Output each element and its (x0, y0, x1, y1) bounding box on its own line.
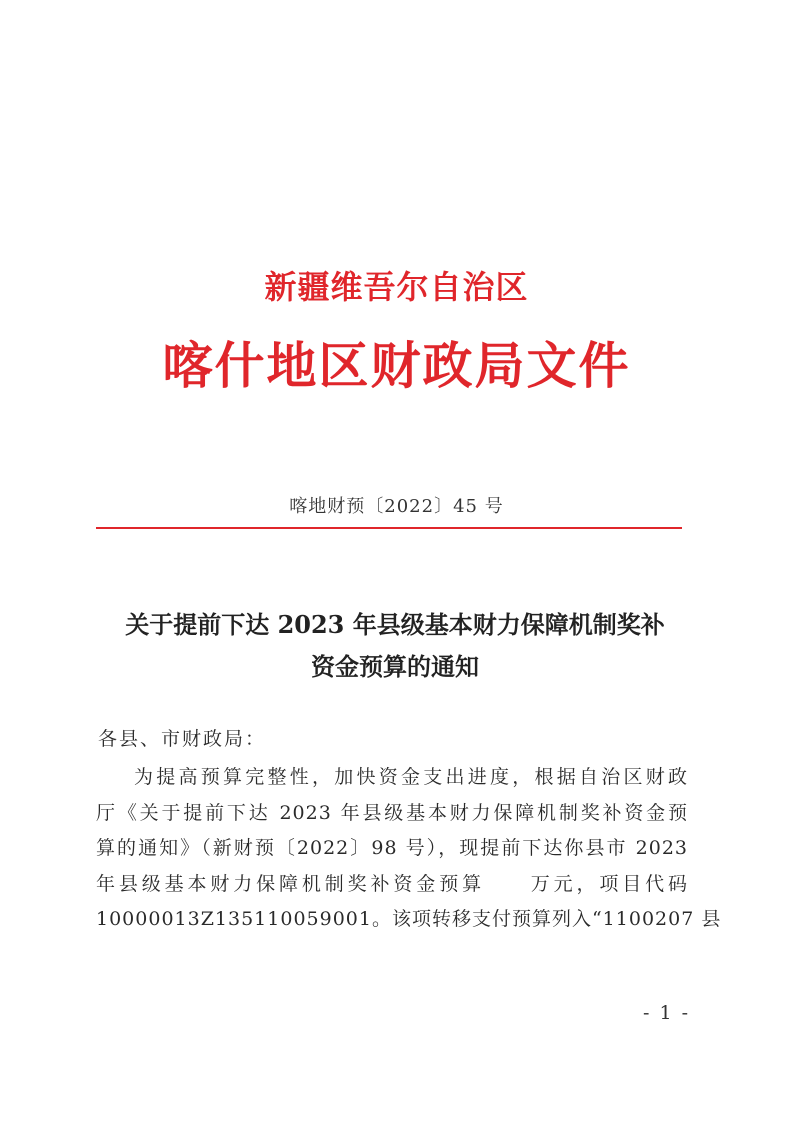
body-line: 为提高预算完整性，加快资金支出进度，根据自治区财政 (134, 766, 688, 788)
body-paragraph (96, 760, 722, 938)
document-number: 喀地财预〔2022〕45 号 (289, 496, 504, 517)
page-number: - 1 - (642, 1002, 690, 1024)
body-line: 厅《关于提前下达 2023 年县级基本财力保障机制奖补资金预 (96, 801, 688, 824)
red-separator-line (96, 527, 682, 529)
notice-title-line-2: 资金预算的通知 (311, 652, 479, 681)
notice-title-line-1: 关于提前下达 2023 年县级基本财力保障机制奖补 (125, 610, 665, 639)
agency-document-title: 喀什地区财政局文件 (162, 336, 631, 395)
body-line: 年县级基本财力保障机制奖补资金预算 万元，项目代码 (96, 872, 688, 895)
body-line: 10000013Z135110059001。该项转移支付预算列入“1100207 县 (96, 908, 722, 930)
notice-title (90, 604, 700, 688)
issuing-region: 新疆维吾尔自治区 (264, 268, 529, 306)
body-line: 算的通知》（新财预〔2022〕98 号），现提前下达你县市 2023 (96, 837, 688, 859)
salutation: 各县、市财政局： (98, 728, 267, 750)
